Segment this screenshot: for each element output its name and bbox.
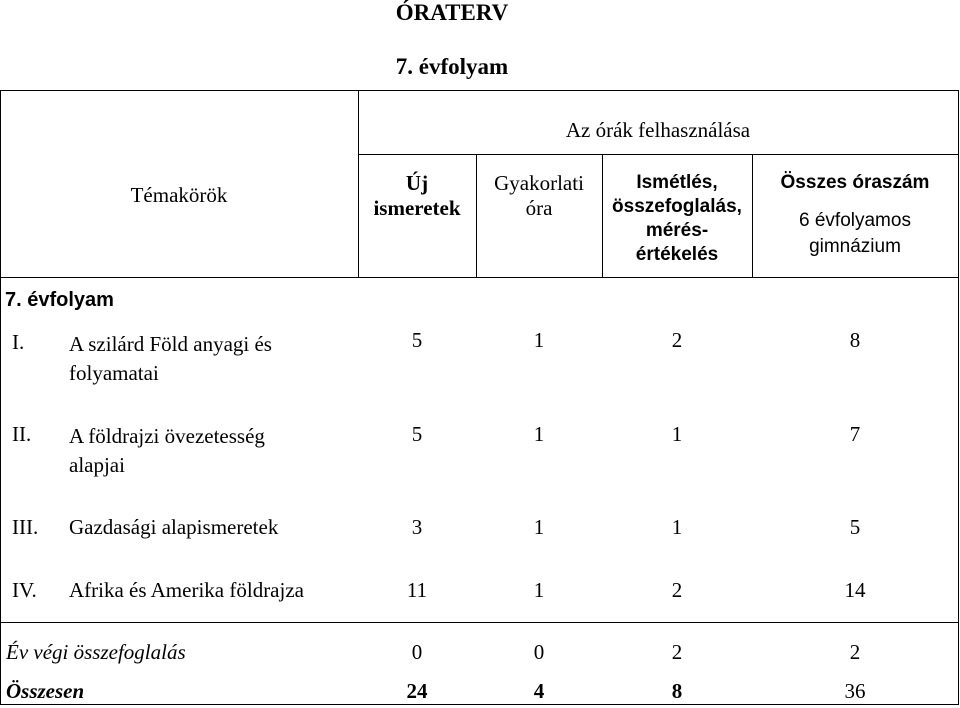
row-new: 5 [411, 422, 423, 446]
total-total: 36 [844, 679, 866, 703]
row-number: IV. [12, 578, 37, 602]
grade-label: 7. évfolyam [5, 289, 114, 311]
page-subtitle: 7. évfolyam [395, 54, 509, 79]
row-review: 2 [671, 578, 683, 602]
row-new: 5 [411, 328, 423, 352]
row-total: 5 [849, 515, 861, 539]
row-number: III. [12, 515, 39, 539]
grid-line [0, 622, 958, 623]
year-end-review: 2 [671, 640, 683, 664]
row-practice: 1 [533, 515, 545, 539]
year-end-label: Év végi összefoglalás [6, 640, 186, 664]
grid-line [0, 90, 958, 91]
row-practice: 1 [533, 328, 545, 352]
header-review: Ismétlés, összefoglalás, mérés- értékelés [612, 172, 742, 265]
page-title: ÓRATERV [395, 0, 509, 25]
row-new: 11 [406, 578, 428, 602]
header-topics: Témakörök [130, 183, 228, 207]
row-review: 1 [671, 515, 683, 539]
grid-line [958, 90, 959, 705]
header-usage: Az órák felhasználása [565, 118, 751, 142]
row-topic: Afrika és Amerika földrajza [69, 578, 304, 602]
row-number: II. [12, 422, 32, 446]
grid-line [0, 277, 958, 278]
row-topic: Gazdasági alapismeretek [69, 515, 279, 539]
header-total-sub: 6 évfolyamos gimnázium [799, 210, 911, 257]
row-total: 8 [849, 328, 861, 352]
year-end-practice: 0 [533, 640, 545, 664]
row-total: 14 [844, 578, 866, 602]
header-new: Új ismeretek [373, 171, 461, 220]
row-total: 7 [849, 422, 861, 446]
grid-line [358, 154, 958, 155]
header-total: Összes óraszám [780, 172, 930, 193]
header-practice: Gyakorlati óra [494, 171, 584, 220]
total-review: 8 [671, 679, 683, 703]
row-review: 1 [671, 422, 683, 446]
total-new: 24 [406, 679, 428, 703]
row-review: 2 [671, 328, 683, 352]
row-topic: A szilárd Föld anyagi és folyamatai [69, 332, 272, 385]
grid-line [0, 704, 958, 705]
row-practice: 1 [533, 578, 545, 602]
total-label: Összesen [6, 679, 85, 703]
year-end-new: 0 [411, 640, 423, 664]
total-practice: 4 [533, 679, 545, 703]
row-new: 3 [411, 515, 423, 539]
row-topic: A földrajzi övezetesség alapjai [69, 424, 265, 477]
year-end-total: 2 [849, 640, 861, 664]
row-number: I. [12, 330, 25, 354]
row-practice: 1 [533, 422, 545, 446]
